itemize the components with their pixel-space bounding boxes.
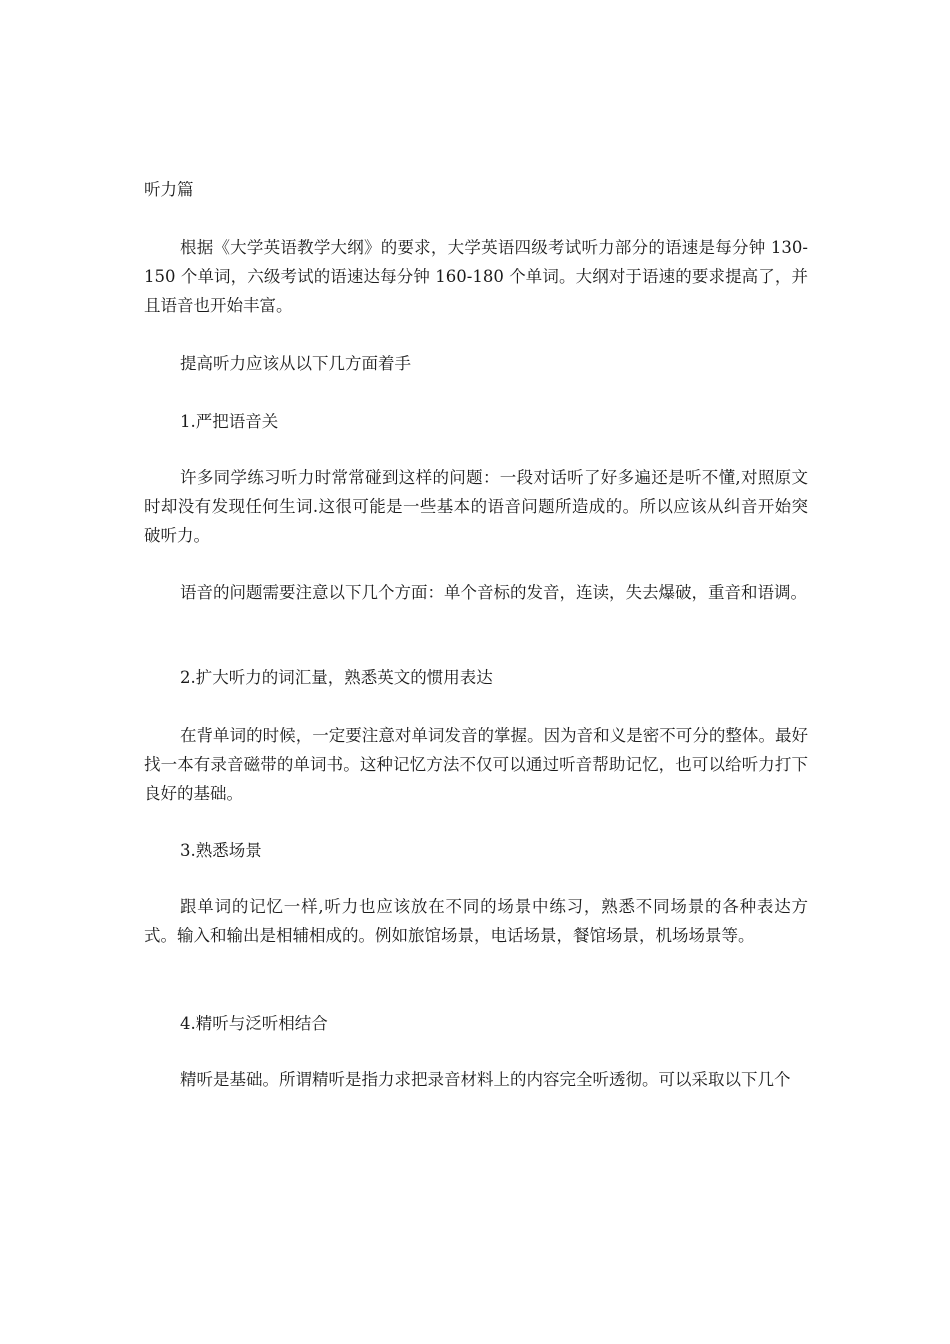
paragraph-intensive-listening: 精听是基础。所谓精听是指力求把录音材料上的内容完全听透彻。可以采取以下几个 xyxy=(180,1070,791,1089)
heading-scenes: 3.熟悉场景 xyxy=(180,841,262,860)
paragraph-pronunciation-problem: 许多同学练习听力时常常碰到这样的问题：一段对话听了好多遍还是听不懂,对照原文时却没有发现任何生词.这很可能是一些基本的语音问题所造成的。所以应该从纠音开始突破听力。 xyxy=(144,468,808,545)
heading-vocabulary: 2.扩大听力的词汇量，熟悉英文的惯用表达 xyxy=(180,668,493,687)
paragraph-intro: 根据《大学英语教学大纲》的要求，大学英语四级考试听力部分的语速是每分钟 130-150 个单词，六级考试的语速达每分钟 160-180 个单词。大纲对于语速的要求提高了，并且语音也开始丰富。 xyxy=(144,238,808,315)
paragraph-pronunciation-aspects: 语音的问题需要注意以下几个方面：单个音标的发音，连读，失去爆破，重音和语调。 xyxy=(180,583,807,602)
heading-intensive-extensive: 4.精听与泛听相结合 xyxy=(180,1014,328,1033)
section-title: 听力篇 xyxy=(144,180,194,199)
paragraph-overview: 提高听力应该从以下几方面着手 xyxy=(180,354,411,373)
paragraph-vocabulary: 在背单词的时候，一定要注意对单词发音的掌握。因为音和义是密不可分的整体。最好找一本有录音磁带的单词书。这种记忆方法不仅可以通过听音帮助记忆，也可以给听力打下良好的基础。 xyxy=(144,726,808,803)
heading-pronunciation: 1.严把语音关 xyxy=(180,412,279,431)
paragraph-scenes: 跟单词的记忆一样,听力也应该放在不同的场景中练习，熟悉不同场景的各种表达方式。输入和输出是相辅相成的。例如旅馆场景，电话场景，餐馆场景，机场场景等。 xyxy=(144,897,808,945)
